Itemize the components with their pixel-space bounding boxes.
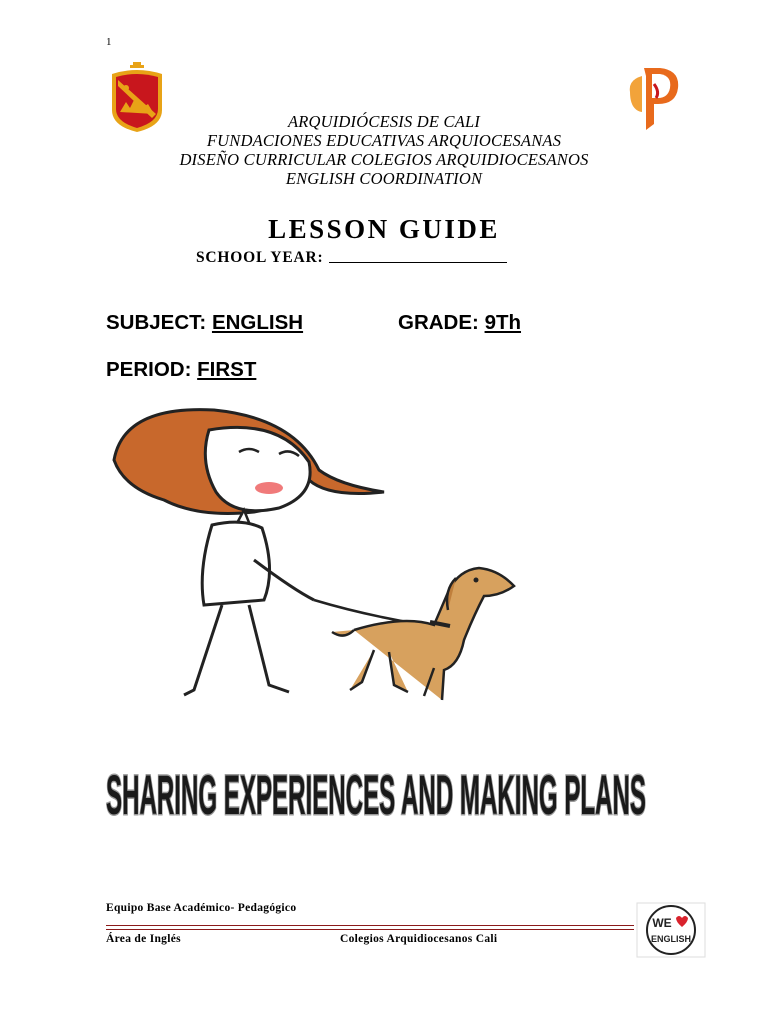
period-line xyxy=(106,358,256,382)
grade-value: 9Th xyxy=(484,311,522,334)
footer-team: Equipo Base Académico- Pedagógico xyxy=(106,902,297,914)
page-number: 1 xyxy=(106,36,112,48)
footer-area: Área de Inglés xyxy=(106,933,181,945)
banner-text: SHARING EXPERIENCES AND MAKING PLANS xyxy=(106,763,646,826)
grade-line xyxy=(398,311,521,335)
period-label: PERIOD: xyxy=(106,358,192,381)
subject-label: SUBJECT: xyxy=(106,311,207,334)
school-year-label: SCHOOL YEAR: xyxy=(196,249,324,266)
badge-english-text: ENGLISH xyxy=(650,934,692,944)
grade-label: GRADE: xyxy=(398,311,479,334)
heading-line-archdiocese: ARQUIDIÓCESIS DE CALI xyxy=(287,112,481,131)
heading-line-curriculum: DISEÑO CURRICULAR COLEGIOS ARQUIDIOCESANOS xyxy=(179,150,589,169)
subject-value: ENGLISH xyxy=(211,311,304,334)
lesson-guide-title: LESSON GUIDE xyxy=(268,214,500,244)
we-love-english-badge-icon xyxy=(636,902,706,958)
school-year-field xyxy=(196,249,507,267)
school-year-blank-line xyxy=(329,262,507,263)
subject-line xyxy=(106,311,303,335)
lesson-title-banner xyxy=(100,722,652,840)
period-value: FIRST xyxy=(197,358,257,381)
institution-heading xyxy=(0,112,768,188)
footer-rule-secondary xyxy=(106,929,634,930)
footer-rule xyxy=(106,925,634,926)
footer-schools: Colegios Arquidiocesanos Cali xyxy=(340,933,498,945)
woman-walking-dog-illustration xyxy=(104,400,524,710)
heading-line-coordination: ENGLISH COORDINATION xyxy=(285,169,483,188)
heading-line-foundations: FUNDACIONES EDUCATIVAS ARQUIOCESANAS xyxy=(206,131,562,150)
badge-we-text: WE xyxy=(652,916,672,930)
